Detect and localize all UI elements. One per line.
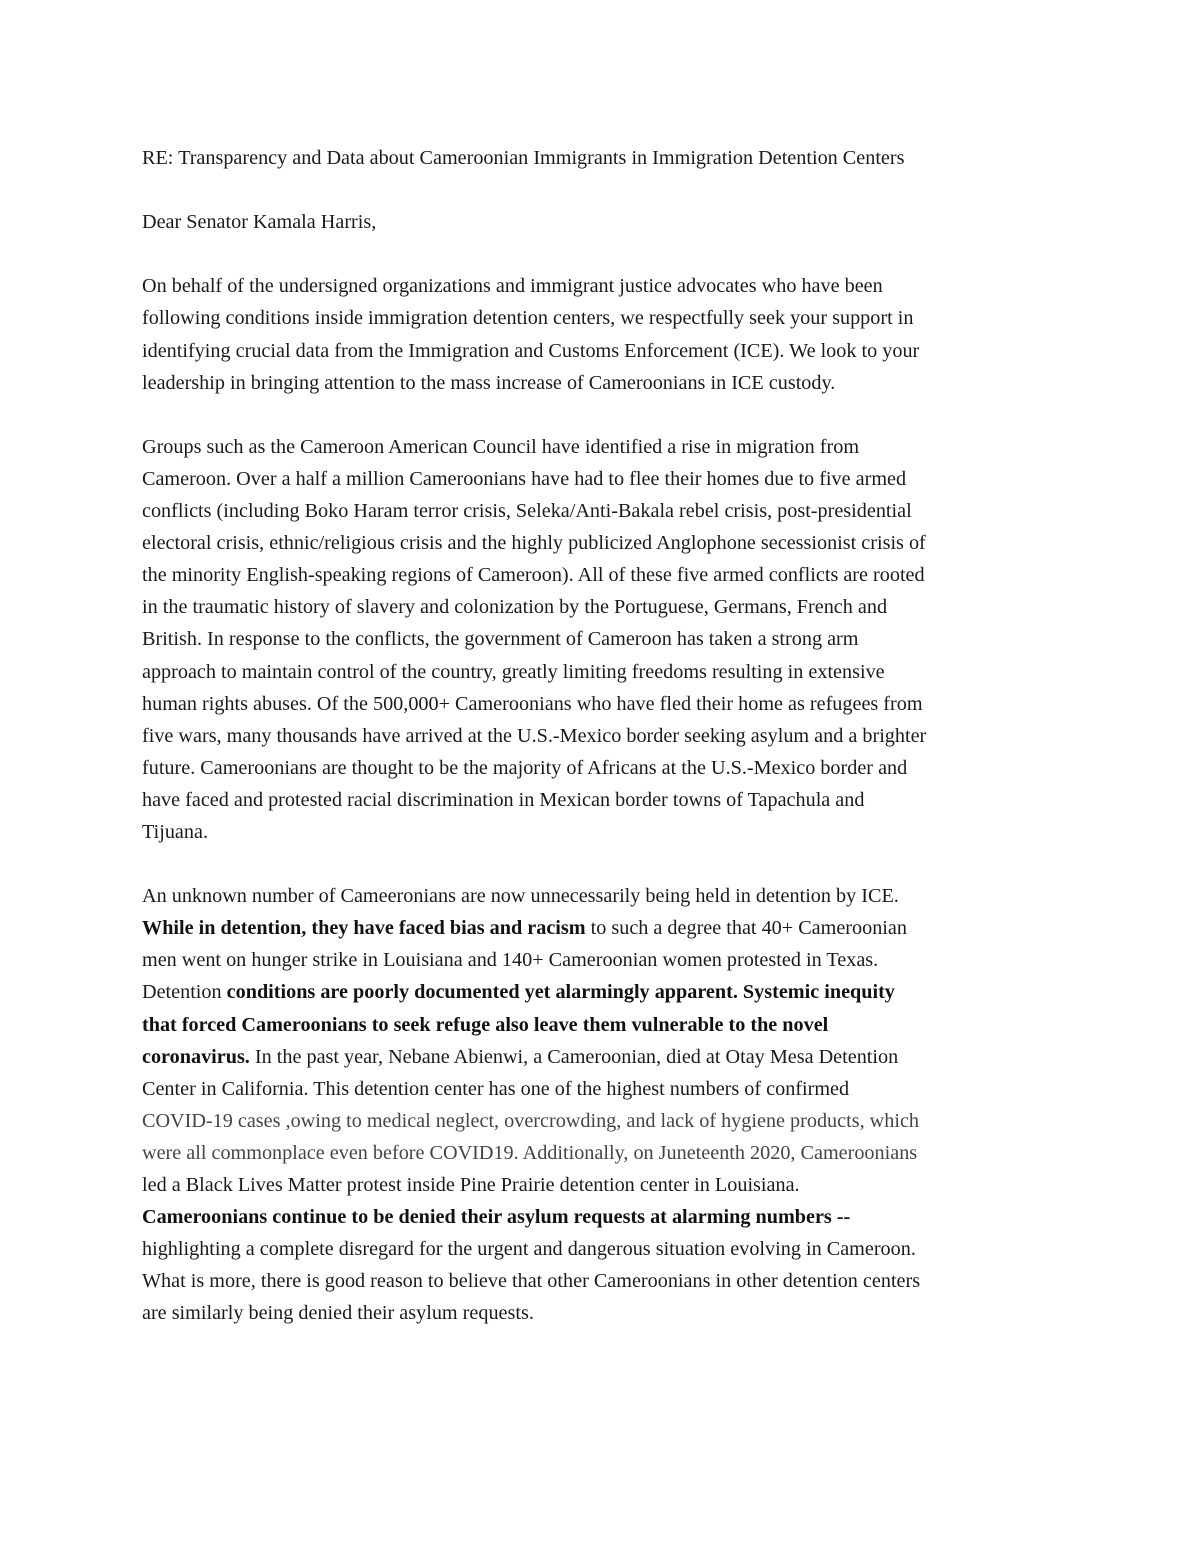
subject-text: RE: Transparency and Data about Cameroonian Immigrants in Immigration Detention Centers [142,147,905,169]
text-line: Tijuana. [142,820,208,843]
text-line: leadership in bringing attention to the mass increase of Cameroonians in ICE custody. [142,371,836,394]
text-line: British. In response to the conflicts, the government of Cameroon has taken a strong arm [142,628,859,651]
bold-emphasis: While in detention, they have faced bias and racism [142,917,586,940]
text-line: the minority English-speaking regions of Cameroon). All of these five armed conflicts are rooted [142,564,925,587]
text-line: in the traumatic history of slavery and colonization by the Portuguese, Germans, French and [142,596,888,619]
text-line: Center in California. This detention center has one of the highest numbers of confirmed [142,1077,850,1100]
text-line: future. Cameroonians are thought to be the majority of Africans at the U.S.-Mexico border and [142,756,908,779]
text-line [142,912,1067,944]
text-line: COVID-19 cases ,owing to medical neglect, overcrowding, and lack of hygiene products, which [142,1109,919,1132]
text-line: human rights abuses. Of the 500,000+ Cameroonians who have fled their home as refugees from [142,692,923,715]
text-line: are similarly being denied their asylum requests. [142,1302,534,1325]
salutation-text: Dear Senator Kamala Harris, [142,211,377,234]
text-line: On behalf of the undersigned organizations and immigrant justice advocates who have been [142,275,883,298]
text-line: Cameroon. Over a half a million Cameroonians have had to flee their homes due to five armed [142,467,907,490]
text-line: An unknown number of Cameeronians are now unnecessarily being held in detention by ICE. [142,885,899,908]
letter-body [142,142,1067,1362]
text-line [142,1009,1067,1041]
paragraph-detention [142,880,1067,1329]
text-line: men went on hunger strike in Louisiana and 140+ Cameroonian women protested in Texas. [142,949,879,972]
subject-line [142,142,1067,174]
text-run: to such a degree that 40+ Cameroonian [585,917,907,940]
text-line: five wars, many thousands have arrived at the U.S.-Mexico border seeking asylum and a brighter [142,724,927,747]
bold-emphasis: conditions are poorly documented yet alarmingly apparent. Systemic inequity [226,981,895,1004]
text-line: have faced and protested racial discrimination in Mexican border towns of Tapachula and [142,788,865,811]
salutation [142,206,1067,238]
text-line: highlighting a complete disregard for the urgent and dangerous situation evolving in Cameroon. [142,1238,916,1261]
text-run: Detention [142,981,227,1004]
text-line: Groups such as the Cameroon American Council have identified a rise in migration from [142,435,860,458]
bold-emphasis: coronavirus. [142,1045,250,1068]
text-line [142,976,1067,1008]
bold-emphasis: Cameroonians continue to be denied their asylum requests at alarming numbers -- [142,1206,851,1229]
paragraph-intro [142,270,1067,398]
text-line: led a Black Lives Matter protest inside Pine Prairie detention center in Louisiana. [142,1174,800,1196]
text-line [142,1041,1067,1073]
text-line: electoral crisis, ethnic/religious crisis and the highly publicized Anglophone secessionist crisis of [142,532,926,555]
text-line: were all commonplace even before COVID19. Additionally, on Juneteenth 2020, Cameroonians [142,1141,918,1164]
text-line [142,1201,1067,1233]
paragraph-background [142,431,1067,848]
text-line: What is more, there is good reason to believe that other Cameroonians in other detention centers [142,1270,921,1293]
text-line: approach to maintain control of the country, greatly limiting freedoms resulting in extensive [142,660,885,683]
bold-emphasis: that forced Cameroonians to seek refuge also leave them vulnerable to the novel [142,1013,829,1036]
text-line: conflicts (including Boko Haram terror crisis, Seleka/Anti-Bakala rebel crisis, post-presidential [142,500,912,523]
text-run: In the past year, Nebane Abienwi, a Cameroonian, died at Otay Mesa Detention [249,1045,899,1068]
text-line: following conditions inside immigration detention centers, we respectfully seek your support in [142,307,914,330]
text-line: identifying crucial data from the Immigration and Customs Enforcement (ICE). We look to your [142,339,920,362]
